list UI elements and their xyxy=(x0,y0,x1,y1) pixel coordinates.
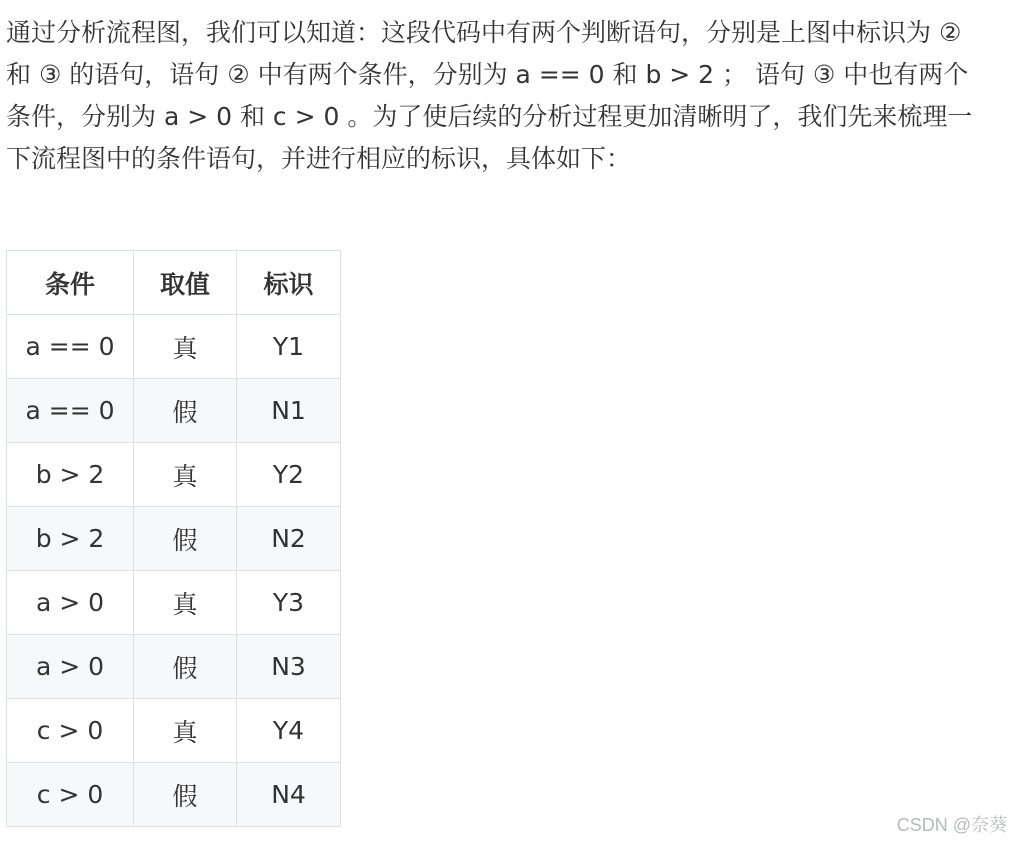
cell-condition: a > 0 xyxy=(7,571,134,635)
header-identifier: 标识 xyxy=(237,251,341,315)
table-row xyxy=(7,571,341,635)
cell-condition: a == 0 xyxy=(7,315,134,379)
cell-identifier: N2 xyxy=(237,507,341,571)
table-row xyxy=(7,443,341,507)
table-row xyxy=(7,379,341,443)
header-value: 取值 xyxy=(134,251,237,315)
cell-value: 真 xyxy=(134,443,237,507)
cell-condition: b > 2 xyxy=(7,443,134,507)
cell-value: 真 xyxy=(134,315,237,379)
cell-condition: b > 2 xyxy=(7,507,134,571)
cell-condition: a > 0 xyxy=(7,635,134,699)
cell-identifier: N3 xyxy=(237,635,341,699)
table-row xyxy=(7,315,341,379)
cell-identifier: N4 xyxy=(237,763,341,827)
table-row xyxy=(7,763,341,827)
watermark: CSDN @奈葵 xyxy=(896,815,1007,835)
header-condition: 条件 xyxy=(7,251,134,315)
cell-value: 假 xyxy=(134,635,237,699)
cell-value: 真 xyxy=(134,699,237,763)
table-row xyxy=(7,699,341,763)
cell-value: 假 xyxy=(134,379,237,443)
table-header-row xyxy=(7,251,341,315)
cell-condition: a == 0 xyxy=(7,379,134,443)
cell-identifier: N1 xyxy=(237,379,341,443)
cell-value: 假 xyxy=(134,507,237,571)
table-row xyxy=(7,635,341,699)
cell-value: 真 xyxy=(134,571,237,635)
cell-identifier: Y4 xyxy=(237,699,341,763)
cell-identifier: Y1 xyxy=(237,315,341,379)
cell-value: 假 xyxy=(134,763,237,827)
intro-paragraph: 通过分析流程图，我们可以知道：这段代码中有两个判断语句，分别是上图中标识为 ② 和 ③ 的语句，语句 ② 中有两个条件，分别为 a == 0 和 b > 2 ； 语句 ③ 中也有两个条件，分别为 a > 0 和 c > 0 。为了使后续的分析过程更加清晰明了，我们先来梳理一下流程图中的条件语句，并进行相应的标识，具体如下： xyxy=(6,18,973,173)
cell-condition: c > 0 xyxy=(7,763,134,827)
cell-identifier: Y2 xyxy=(237,443,341,507)
cell-identifier: Y3 xyxy=(237,571,341,635)
table-row xyxy=(7,507,341,571)
cell-condition: c > 0 xyxy=(7,699,134,763)
condition-table xyxy=(6,250,341,827)
